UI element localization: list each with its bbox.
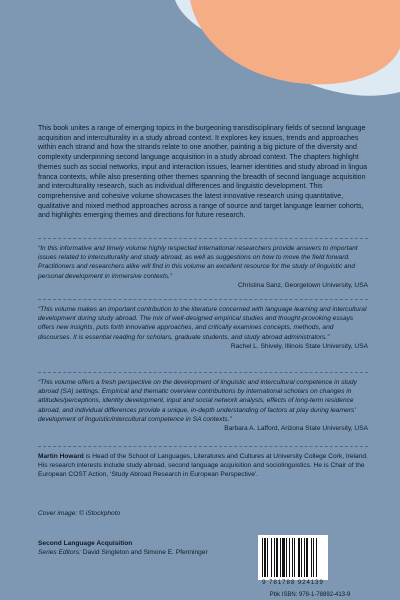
series-info — [38, 539, 208, 557]
review-quote — [38, 244, 368, 290]
review-attribution: Barbara A. Lafford, Arizona State University, USA — [224, 425, 368, 433]
book-description: This book unites a range of emerging topics in the burgeoning transdisciplinary fields of second language acquisition and interculturality in a study abroad context. It explores key issues, trends and approaches within each strand and how the strands relate to one another, painting a big picture of the diversity and complexity underpinning second language acquisition in a study abroad context. The chapters highlight themes such as social networks, input and interaction issues, learner identities and study abroad in lingua franca contexts, while also presenting other themes spanning the breadth of second language acquisition and interculturality research, such as individual differences and linguistic development. This comprehensive and cohesive volume showcases the latest innovative research using quantitative, qualitative and mixed method approaches across a range of source and target language learner cohorts, and highlights emerging themes and directions for future research. — [38, 125, 368, 220]
series-editors: David Singleton and Simone E. Pfenninger — [80, 549, 208, 556]
review-attribution: Rachel L. Shively, Illinois State University, USA — [230, 342, 368, 350]
editor-bio-text: is Head of the School of Languages, Literatures and Cultures at University College Cork, Ireland. His research interests include study abroad, second language acquisition and sociolinguistics. He is Chair of the European COST Action, ‘Study Abroad Research in European Perspective’. — [38, 453, 368, 479]
divider — [38, 372, 368, 373]
review-text: “This volume makes an important contribution to the literature concerned with language learning and intercultural development during study abroad. The mix of well-designed empirical studies and thought-provoking essays offers new insights, puts forth innovative approaches, and critically examines concepts, methods, and discourses. It is essential reading for scholars, graduate students, and study abroad administrators.” — [38, 306, 367, 341]
orange-blob-shape — [190, 0, 400, 84]
divider — [38, 446, 368, 447]
editor-bio — [38, 452, 368, 480]
divider — [38, 299, 368, 300]
divider — [38, 238, 368, 239]
decorative-header-shapes — [0, 0, 400, 120]
editor-name: Martin Howard — [38, 453, 84, 460]
review-text: “In this informative and timely volume highly respected international researchers provide answers to important issues related to interculturality and study abroad, as well as suggestions on how to move the field forward. Practitioners and researchers alike will find in this volume an excellent resource for the study of linguistic and personal development in immersive contexts.” — [38, 245, 358, 280]
barcode-number: 9 781788 924139 — [262, 580, 324, 586]
review-quote — [38, 305, 368, 351]
isbn: Pbk ISBN: 978-1-78892-413-9 — [269, 592, 351, 598]
series-editors-label: Series Editors: — [38, 549, 81, 556]
series-name: Second Language Acquisition — [38, 540, 133, 547]
review-text: “This volume offers a fresh perspective on the development of linguistic and intercultural competence in study abroad (SA) settings. Empirical and thematic overview contributions by international scholars on changes in attitudes/perceptions, identity development, input and social network analysis, effects of long-term residence abroad, and individual differences provide a unique, in-depth understanding of factors at play during learners’ development of linguistic/intercultural competence in SA contexts.” — [38, 379, 357, 423]
review-quote — [38, 378, 368, 433]
review-attribution: Christina Sanz, Georgetown University, USA — [238, 281, 368, 289]
cover-image-credit: Cover image: © iStockphoto — [38, 510, 121, 517]
barcode-icon — [258, 535, 328, 580]
